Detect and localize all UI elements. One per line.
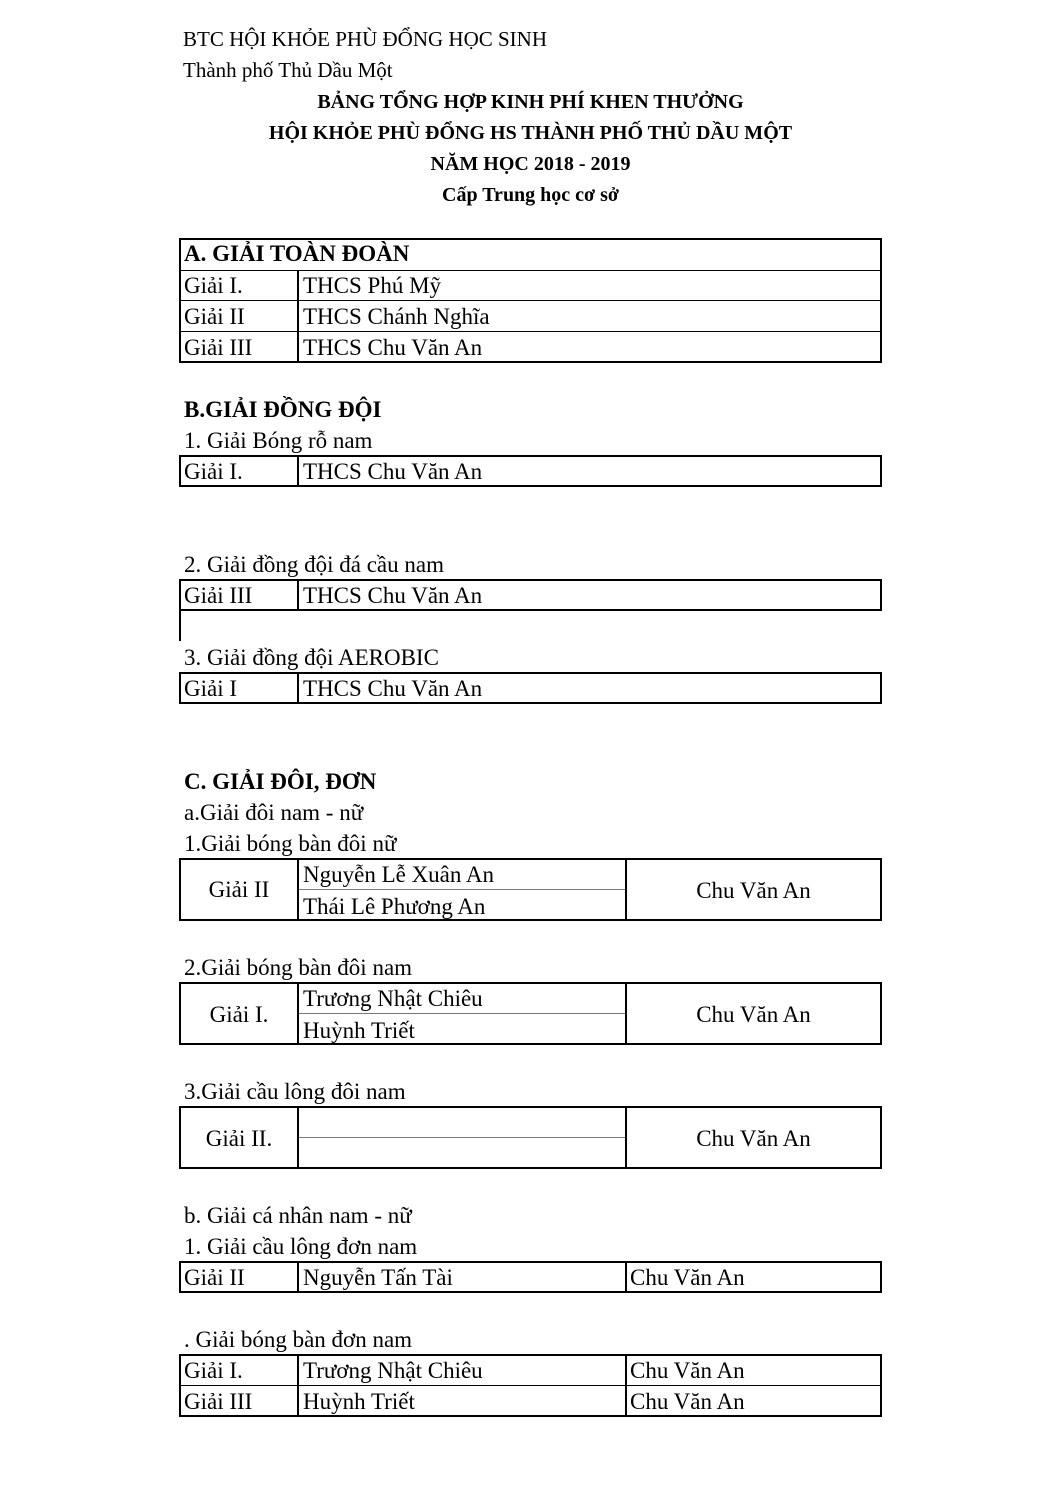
prize-cell: Giải III	[184, 583, 253, 608]
prize-cell: Giải I.	[184, 459, 243, 484]
row-divider	[299, 1137, 625, 1138]
col-divider	[297, 455, 299, 487]
page-title: BẢNG TỔNG HỢP KINH PHÍ KHEN THƯỞNG	[317, 91, 744, 113]
school-cell: Chu Văn An	[630, 1389, 745, 1414]
prize-cell: Giải I.	[184, 1358, 243, 1383]
school-cell: Chu Văn An	[696, 1126, 811, 1151]
row-divider	[180, 331, 881, 332]
table-edge	[179, 610, 181, 641]
section-b-heading: B.GIẢI ĐỒNG ĐỘI	[184, 397, 382, 422]
item-title: 2. Giải đồng đội đá cầu nam	[184, 552, 444, 577]
item-title: 1.Giải bóng bàn đôi nữ	[184, 831, 397, 856]
player-cell: Trương Nhật Chiêu	[303, 986, 483, 1011]
team-table	[179, 455, 882, 487]
row-divider	[180, 1385, 881, 1386]
section-a-heading: A. GIẢI TOÀN ĐOÀN	[184, 241, 410, 266]
school-cell: THCS Chu Văn An	[303, 676, 483, 701]
item-title: 1. Giải Bóng rỗ nam	[184, 428, 373, 453]
col-divider	[297, 1261, 299, 1293]
player-cell: Trương Nhật Chiêu	[303, 1358, 483, 1383]
school-cell: Chu Văn An	[630, 1358, 745, 1383]
prize-cell: Giải II	[208, 877, 270, 902]
subsection-a-title: a.Giải đôi nam - nữ	[184, 800, 364, 825]
row-divider	[299, 1013, 625, 1014]
prize-cell: Giải I	[184, 676, 238, 701]
player-cell: Nguyễn Lễ Xuân An	[303, 862, 494, 887]
singles-table	[179, 1261, 882, 1293]
level-label: Cấp Trung học cơ sở	[442, 184, 619, 206]
item-title: 3.Giải cầu lông đôi nam	[184, 1079, 406, 1104]
row-divider	[299, 889, 625, 890]
school-cell: THCS Chu Văn An	[303, 583, 483, 608]
player-cell: Huỳnh Triết	[303, 1389, 415, 1414]
school-cell: THCS Chánh Nghĩa	[303, 304, 490, 329]
col-divider	[625, 1261, 627, 1293]
school-cell: THCS Chu Văn An	[303, 335, 483, 360]
prize-cell: Giải III	[184, 335, 253, 360]
player-cell: Thái Lê Phương An	[303, 894, 486, 919]
city-name: Thành phố Thủ Dầu Một	[183, 58, 393, 82]
item-title: 2.Giải bóng bàn đôi nam	[184, 955, 413, 980]
col-divider	[297, 672, 299, 704]
school-cell: Chu Văn An	[696, 878, 811, 903]
col-divider	[297, 270, 299, 362]
player-cell: Nguyễn Tấn Tài	[303, 1265, 453, 1290]
item-title: . Giải bóng bàn đơn nam	[184, 1327, 413, 1352]
prize-cell: Giải I.	[209, 1002, 269, 1027]
subsection-b-title: b. Giải cá nhân nam - nữ	[184, 1203, 412, 1228]
prize-cell: Giải II.	[205, 1126, 273, 1151]
item-title: 3. Giải đồng đội AEROBIC	[184, 645, 439, 670]
org-name: BTC HỘI KHỎE PHÙ ĐỔNG HỌC SINH	[183, 27, 548, 51]
school-cell: THCS Phú Mỹ	[303, 273, 442, 298]
col-divider	[297, 1354, 299, 1417]
prize-cell: Giải II	[184, 1265, 245, 1290]
row-divider	[180, 270, 881, 271]
row-divider	[180, 300, 881, 301]
prize-cell: Giải III	[184, 1389, 253, 1414]
col-divider	[297, 579, 299, 611]
school-cell: Chu Văn An	[696, 1002, 811, 1027]
school-year: NĂM HỌC 2018 - 2019	[430, 153, 631, 175]
item-title: 1. Giải cầu lông đơn nam	[184, 1234, 418, 1259]
team-table	[179, 579, 882, 611]
school-cell: Chu Văn An	[630, 1265, 745, 1290]
section-c-heading: C. GIẢI ĐÔI, ĐƠN	[184, 769, 377, 794]
col-divider	[625, 1354, 627, 1417]
team-table	[179, 672, 882, 704]
school-cell: THCS Chu Văn An	[303, 459, 483, 484]
page-subtitle: HỘI KHỎE PHÙ ĐỔNG HS THÀNH PHỐ THỦ DẦU MỘT	[268, 122, 793, 144]
prize-cell: Giải II	[184, 304, 245, 329]
player-cell: Huỳnh Triết	[303, 1018, 415, 1043]
prize-cell: Giải I.	[184, 273, 243, 298]
